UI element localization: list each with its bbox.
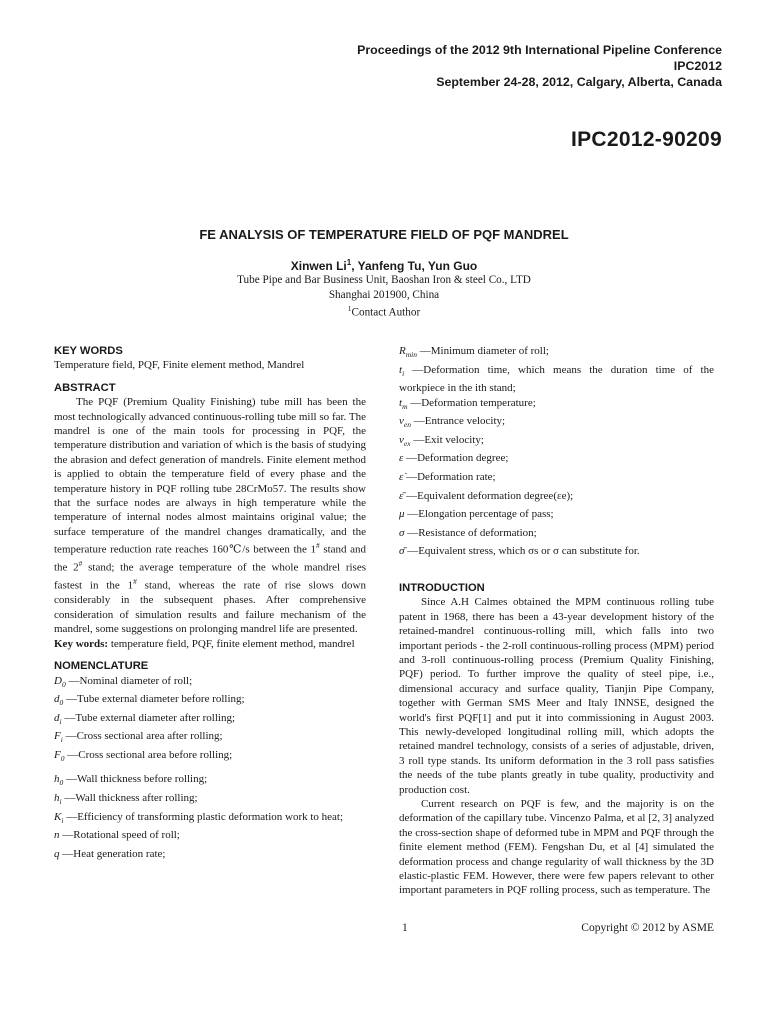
introduction-heading: INTRODUCTION	[399, 581, 485, 594]
conference-header	[357, 42, 722, 90]
nomenclature-symbol: F	[54, 748, 61, 761]
contact-superscript: 1	[347, 304, 352, 314]
nomenclature-definition: —Minimum diameter of roll;	[416, 345, 549, 357]
nomenclature-symbol: h	[54, 792, 60, 805]
nomenclature-symbol: K	[54, 810, 62, 823]
nomenclature-subscript: min	[405, 350, 417, 360]
nomenclature-definition: —Wall thickness after rolling;	[61, 792, 198, 805]
nomenclature-subscript: 0	[59, 698, 64, 708]
abstract-heading: ABSTRACT	[54, 381, 116, 394]
nomenclature-symbol: ε̄	[399, 489, 404, 502]
nomenclature-symbol: σ	[399, 526, 405, 539]
paper-title: FE ANALYSIS OF TEMPERATURE FIELD OF PQF MANDREL	[199, 227, 569, 242]
nomenclature-definition: —Equivalent stress, which σs or σ can substitute for.	[404, 545, 640, 558]
nomenclature-symbol: v	[399, 433, 404, 446]
nomenclature-symbol: D	[54, 674, 62, 687]
contact-author-label: Contact Author	[351, 306, 421, 319]
nomenclature-item	[399, 544, 714, 563]
nomenclature-subscript: i	[59, 797, 62, 807]
nomenclature-subscript: 0	[60, 754, 65, 764]
abstract-part-1: The PQF (Premium Quality Finishing) tube mill has been the most technologically advanced continuous-rolling tube mill so far. The mandrel is one of the main tools for processing in PQF, the temperature distribution and variation of which is the basis of studying the abrasion and defect generation of mandrels. Finite element method is applied to obtain the temperature field of every phase and the temperature history in PQF rolling tube 28CrMo57. The results show that the surface nodes are always in high temperature while the temperature of internal nodes almost maintains original value; the surface temperature of the mandrel changes dramatically, and the temperature reduction rate reaches 160℃/s between the 1	[54, 396, 366, 556]
nomenclature-item	[399, 489, 714, 508]
nomenclature-item	[399, 396, 714, 415]
author-list	[0, 258, 768, 273]
introduction-paragraph-1: Since A.H Calmes obtained the MPM continuous rolling tube patent in 1968, there has been a 43-year development history of the retained-mandrel continuous-rolling mill, which falls into two important periods - the 2-roll continuous-rolling process (MPM) period and 3-roll continuous-rolling process (Premium Quality Finishing, PQF) period. To further improve the quality of steel pipe, i.e., dimensional accuracy and surface quality, Tianjin Pipe Company, together with German SMS Meer and Italy INNSE, designed the world's first PQF[1] and put it into commissioning in August 2003. This newly-developed longitudinal rolling mill, which adopts the retained mandrel technology, consists of a series of adjustable, driven, 3 roll type stands. Its uniform deformation in the 3 roll pass satisfies the needs of the tube plants greatly in tube quality, productivity and production cost.	[399, 596, 714, 796]
nomenclature-definition: —Deformation degree;	[403, 452, 509, 465]
affiliation-city: Shanghai 201900, China	[328, 288, 440, 301]
nomenclature-heading: NOMENCLATURE	[54, 660, 149, 673]
nomenclature-definition: —Cross sectional area after rolling;	[62, 730, 223, 743]
abstract-sup-3: #	[133, 577, 137, 587]
nomenclature-item	[399, 507, 714, 526]
nomenclature-definition: —Wall thickness before rolling;	[63, 773, 208, 786]
nomenclature-symbol: t	[399, 396, 403, 409]
affiliation-line: Tube Pipe and Bar Business Unit, Baoshan Iron & steel Co., LTD	[237, 274, 531, 286]
nomenclature-definition: —Deformation temperature;	[407, 396, 536, 409]
keywords-heading: KEY WORDS	[54, 345, 123, 357]
conference-dates: September 24-28, 2012, Calgary, Alberta, Canada	[436, 75, 722, 89]
author-superscript: 1	[346, 258, 352, 267]
nomenclature-symbol: ε̇	[399, 470, 404, 483]
nomenclature-symbol: h	[54, 773, 60, 786]
nomenclature-symbol: μ	[399, 508, 405, 521]
nomenclature-item	[54, 692, 366, 711]
nomenclature-symbol: n	[54, 829, 60, 842]
abstract-keywords	[54, 637, 366, 651]
nomenclature-definition: —Cross sectional area before rolling;	[64, 748, 233, 761]
nomenclature-item	[54, 729, 366, 748]
nomenclature-item	[54, 828, 366, 847]
abstract-part-2: stand and the 2	[54, 543, 366, 574]
conference-name: Proceedings of the 2012 9th International Pipeline Conference	[357, 43, 722, 57]
right-column	[399, 344, 714, 898]
nomenclature-definition: —Equivalent deformation degree(εe);	[403, 489, 574, 502]
nomenclature-item	[399, 344, 714, 363]
nomenclature-item	[399, 526, 714, 545]
nomenclature-subscript: en	[403, 420, 411, 430]
nomenclature-subscript: i	[402, 368, 405, 378]
nomenclature-item	[54, 674, 366, 693]
nomenclature-definition: —Tube external diameter after rolling;	[61, 711, 235, 724]
keywords-text: Temperature field, PQF, Finite element method, Mandrel	[54, 359, 305, 372]
nomenclature-definition: —Efficiency of transforming plastic deformation work to heat;	[63, 810, 344, 823]
paper-id: IPC2012-90209	[570, 128, 722, 151]
nomenclature-symbol: q	[54, 847, 60, 860]
abstract-sup-1: #	[315, 541, 320, 551]
nomenclature-item	[399, 414, 714, 433]
abstract-keywords-label: Key words:	[54, 637, 109, 650]
copyright-notice: Copyright © 2012 by ASME	[581, 922, 714, 934]
nomenclature-symbol: ε	[399, 452, 404, 465]
nomenclature-subscript: 0	[59, 778, 64, 788]
nomenclature-item	[399, 433, 714, 452]
nomenclature-definition: —Deformation rate;	[403, 470, 496, 483]
nomenclature-definition: —Heat generation rate;	[59, 847, 166, 860]
abstract-keywords-text: temperature field, PQF, finite element method, mandrel	[108, 637, 355, 650]
nomenclature-definition: —Nominal diameter of roll;	[65, 674, 193, 687]
nomenclature-definition: —Tube external diameter before rolling;	[63, 693, 245, 706]
nomenclature-subscript: i	[59, 716, 62, 726]
nomenclature-item	[399, 363, 714, 396]
abstract-sup-2: #	[78, 559, 83, 569]
nomenclature-item	[54, 810, 366, 829]
nomenclature-subscript: 0	[61, 679, 66, 689]
nomenclature-definition: —Rotational speed of roll;	[59, 829, 180, 842]
abstract-part-3: stand; the average temperature of the whole mandrel rises fastest in the 1	[54, 562, 366, 593]
conference-code: IPC2012	[673, 59, 722, 73]
nomenclature-list-right	[399, 344, 714, 563]
nomenclature-symbol: t	[399, 363, 403, 376]
nomenclature-symbol: d	[54, 693, 60, 706]
nomenclature-item	[399, 451, 714, 470]
nomenclature-definition: —Exit velocity;	[410, 433, 484, 446]
nomenclature-symbol: σ̄	[399, 545, 405, 558]
nomenclature-item	[399, 470, 714, 489]
nomenclature-definition: —Elongation percentage of pass;	[404, 508, 554, 521]
nomenclature-item	[54, 791, 366, 810]
introduction-paragraph-2: Current research on PQF is few, and the majority is on the deformation of the capillary tube. Vincenzo Palma, et al [2, 3] analyzed the cross-section shape of deformed tube in MPM and PQF through the finite element method (FEM). Fengshan Du, et al [4] simulated the deformation process and change regularity of wall thickness by the 3D elastic-plastic FEM. However, there were few papers relevant to other important parameters in PQF rolling process, such as temperature. The	[399, 798, 714, 897]
nomenclature-definition: —Deformation time, which means the duration time of the workpiece in the ith stand;	[399, 363, 714, 395]
nomenclature-symbol: F	[54, 730, 61, 743]
affiliation-block	[0, 273, 768, 321]
nomenclature-symbol: d	[54, 711, 60, 724]
left-column	[54, 344, 366, 865]
nomenclature-subscript: ex	[403, 438, 411, 448]
author-name-first: Xinwen Li	[290, 259, 347, 273]
nomenclature-definition: —Entrance velocity;	[410, 415, 506, 428]
nomenclature-item	[54, 711, 366, 730]
nomenclature-list-left	[54, 674, 366, 866]
nomenclature-item	[54, 847, 366, 866]
abstract-part-4: stand, whereas the rate of rise slows down considerably in the subsequent phases. After comprehensive consideration of simulation results and failure mechanism of the mandrel, some suggestions on prolonging mandrel life are presented.	[54, 580, 366, 636]
nomenclature-subscript: i	[61, 815, 64, 825]
page-number: 1	[402, 922, 408, 934]
nomenclature-symbol: v	[399, 415, 404, 428]
nomenclature-symbol: R	[399, 345, 406, 357]
author-name-rest: , Yanfeng Tu, Yun Guo	[351, 259, 478, 273]
contact-author-line	[0, 302, 768, 320]
nomenclature-item	[54, 772, 366, 791]
nomenclature-item	[54, 748, 366, 767]
nomenclature-definition: —Resistance of deformation;	[404, 526, 537, 539]
abstract-text	[54, 395, 366, 636]
nomenclature-subscript: m	[402, 401, 408, 411]
nomenclature-subscript: i	[60, 735, 63, 745]
